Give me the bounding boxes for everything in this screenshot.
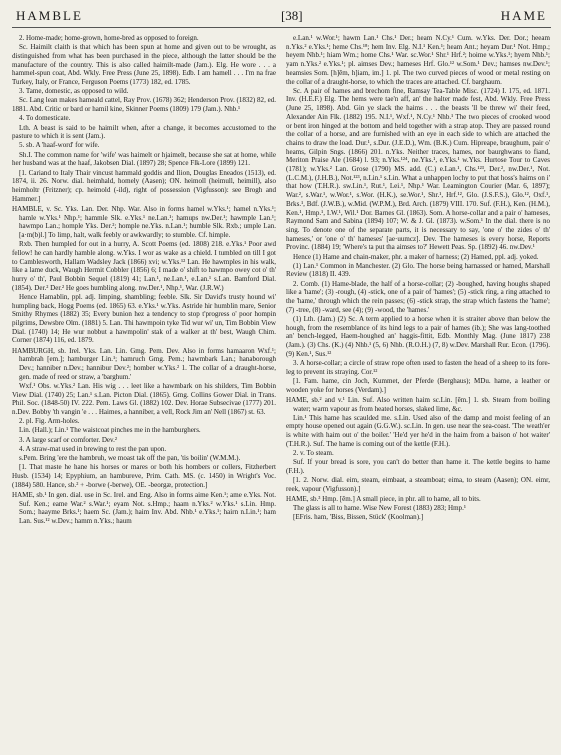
entry-paragraph: HAME, sb.² and v.¹ Lin. Suf. Also written haim sc.Lin. [ēm.] 1. sb. Steam from boiling water; warm vapour as from heated horses, slaked lime, &c.	[286, 395, 550, 413]
entry-paragraph: [1. That maste he hane his horses or mares or both his hombers or collers, Fitzherbert Husb. (1534) 14; Epyphium, an hambureve, Prim. Cath. MS. (c. 1450) in Wright's Voc. (1884) 580. Hance, sb.² + -borwe (-berwe), OE. -beorgæ, protection.]	[12, 463, 276, 489]
entry-paragraph: Sc. Lang lean makes hameald cattel, Ray Prov. (1678) 362; Henderson Prov. (1832) 82, ed. 1881. Abd. Critic or bard or hamil kine, Skinner Poems (1809) 179 (Jam.). Nhb.¹	[12, 96, 277, 114]
entry-paragraph: HAME, sb.¹ In gen. dial. use in Sc. Irel. and Eng. Also in forms aime Ken.¹; ame e.Yks. Not. Suf. Ken.; eame War.² s.War.¹; eyam Not. s.Hmp.; haam n.Yks.² w.Yks.¹ s.Lin. Hmp. Som.; haayme Brks.¹; haem Sc. (Jam.); haim Inv. Abd. Nhb.¹ e.Yks.¹; hairn n.Lin.¹; ham Lan. Sus.¹² w.Dev.; hamm n.Yks.; haum	[12, 490, 276, 525]
entry-paragraph: Sc. Haimilt claith is that which has been spun at home and given out to be wrought, as distinguished from what has been purchased in the piece, although the latter should be the manufacture of the country. This is also called haimilt-made (Jam.). Elg. He wore . . . a hammel-spun coat, Abd. Wkly. Free Press (June 25, 1898). Edb. I am hamell . . . I'm na frae Turkey, Italy, or France, Ferguson Poems (1773) 182, ed. 1785.	[12, 43, 276, 87]
entry-paragraph: Hence Hamablin, ppl. adj. limping, shambling; feeble. Slk. Sir David's trusty hound wi' humpling back, Hogg Poems (ed. 1865) 63. e.Yks.¹ w.Yks. Astride hir humblin mare, Senior Smithy Rhymes (1882) 35; Every bunion hez a tendency to stop t'progress o' poor hompin pilgrims, Dewsbre Olm. (1881) 5. Lan. Thi hawmpoin tyke Tid wur wi' un, Tim Bobbin View Dial. (1740) 14; He wur nobbut a hawmpolin' stak of a walker at th' best, Waugh Chim. Corner (1874) 116, ed. 1879.	[12, 292, 276, 345]
entry-paragraph: Lth. A beast is said to be haimilt when, after a change, it becomes accustomed to the pasture to which it is sent (Jam.).	[12, 123, 276, 141]
entry-paragraph: [EFris. ham, 'Biss, Bissen, Stück' (Koolman).]	[293, 513, 424, 522]
entry-paragraph: 3. A large scarf or comforter. Dev.²	[19, 435, 117, 444]
entry-paragraph: Suf. If your bread is sore, you can't do better than hame it. The kettle begins to hame (F.H.).	[286, 458, 550, 475]
entry-paragraph: [1. Fam. hame, cin Joch, Kummet, der Pferde (Berghaus); MDu. hame, a leather or wooden yoke for horses (Verdam).]	[286, 376, 550, 394]
entry-paragraph: 3. Tame, domestic, as opposed to wild.	[19, 87, 129, 96]
entry-paragraph: 2. pl. Fig. Arm-holes.	[19, 417, 80, 426]
entry-paragraph: Sh.I. The common name for 'wife' was haimelt or hjaimelt, because she sat at home, while her husband was at the haaf, Jakobsen Dial. (1897) 28; Spence Flk-Lore (1899) 121.	[12, 150, 276, 168]
running-head-left: HAMBLE	[16, 8, 83, 23]
entry-paragraph: 4. To domesticate.	[19, 114, 71, 123]
entry-paragraph: 2. Comb. (1) Hame-blade, the half of a horse-collar; (2) -boughed, having houghs shaped like a 'hame'; (3) -rough, (4) -stick, one of a pair of 'hames'; (5) -stick ring, a ring attached to the 'hame,' through which the rein passes; (6) -stick strap, the strap which fastens the 'hame'; (7) -tree, (8) -ward, see (4); (9) -wood, the 'hames.'	[286, 279, 550, 314]
entry-paragraph: 3. A horse-collar; a circle of straw rope often used to fasten the head of a sheep to its fore-leg to prevent its straying. Cor.¹²	[286, 359, 550, 376]
entry-paragraph: [1. 2. Norw. dial. eim, steam, eimbaat, a steamboat; eima, to steam (Aasen); ON. eimr, reek, vapour (Vigfusson).]	[286, 476, 550, 493]
entry-paragraph: (1) Lan.¹ Common in Manchester. (2) Glo. The horse being harnassed or hamed, Marshall Review (1818) II. 439.	[286, 261, 550, 279]
entry-paragraph: 2. Home-made; home-grown, home-bred as opposed to foreign.	[19, 34, 199, 42]
page-number: [38]	[280, 8, 303, 23]
entry-paragraph: 2. v. To steam.	[293, 449, 334, 458]
entry-paragraph: Rxb. Then humpled for out in a hurry, A. Scott Poems (ed. 1808) 218. e.Yks.¹ Poor awd fellow! he can hardly hamble along. w.Yks. I wor as wake as a chield. I tumbled on till I got to Camblesworth, Hallam Wadsley Jack (1866) xvi; w.Yks.¹² Lan. He hawmples in his walk, like a lame duck, Waugh Hermit Cobbler (1856) 6; I made o' shift to hawmpo owey cot o' th' hurry o' th', Paul Bobbin Sequel (1819) 41; Lan.¹, ne.Lan.¹, e.Lan.¹ s.Lan. Bamford Dial. (1854). Der.² Der.² He goes humbling along. nw.Der.¹, Nhp.¹, War. (J.R.W.)	[12, 240, 276, 292]
entry-paragraph: (1) Lth. (Jam.) (2) Sc. A term applied to a horse when it is straiter above than below the hough, from the resemblance of its hind legs to a pair of hames (ib.); She was lang-toothed an' bench-legged, Haem-houghed an' haggis-fittit, Edb. Monthly Mag. (June 1817) 238 (Jam.). (3) Chs. (K.) (4) Nhb.¹ (5, 6) Nhb. (R.O.H.) (7, 8) w.Dev. Marshall Rur. Econ. (1796). (9) Ken.¹, Sus.¹²	[286, 315, 550, 358]
running-head-right: HAME	[500, 8, 547, 23]
entry-paragraph: HAMBLE, v. Sc. Yks. Lan. Der. Nhp. War. Also in forms hamel w.Yks.¹; hamel n.Yks.¹; hamle w.Yks.¹ Nhp.¹; hammle Slk. e.Yks.¹ ne.Lan.¹; hamups nw.Der.¹; hawmple Lan.¹; hawmpo Lan.; homple Yks. Der.²; homple ne.Yks. n.Lan.¹; humble Slk. Rxb.; umple Lan. [a·m(b)l.] To limp, halt, walk feebly or awkwardly; to stumble. Cf. himple.	[12, 204, 276, 239]
entry-paragraph: Hence (1) Hame and chain-maker, phr. a maker of harness; (2) Hamed, ppl. adj. yoked.	[293, 252, 539, 261]
entry-paragraph: 4. A straw-mat used in brewing to rest the pan upon.	[19, 444, 167, 453]
entry-paragraph: Sc. A pair of hames and brechom fine, Ramsay Tea-Table Misc. (1724) I. 175, ed. 1871. Inv. (H.E.F.) Elg. The hems were tae'n aff, an' the halter made fest, Abd. Wkly. Free Press (June 25, 1898). Abd. Gin ye slack the haims . . . the beasts 'll be threw wi' their feed, Alexander Ain Flk. (1882) 195. N.I.¹, Wxf.¹, N.Cy.¹ Nhb.¹ The two pieces of crooked wood or bent iron hinged at the bottom and held together with a strap atop. They are passed round the collar of a horse, and are furnished with an eye in each side to which are attached the chains to draw the load. Dur.¹, s.Dur. (J.E.D.), Wm. (B.K.) Cum. Hipreape, braughum, pair o' heams, Gilpin Sngs. (1866) 201. n.Yks. Neither traces, hames, nor baurghwans to fiand, Meriton Praise Ale (1684) l. 93; n.Yks.¹²⁴, ne.Yks.¹, e.Yks.¹ w.Yks. Hurtose Tour to Caves (1781); w.Yks.² Lan. Grose (1790) MS. add. (C.) e.Lan.¹, Chs.¹²³, Der.², nw.Der.¹, Not. (L.C.M.), (J.H.B.), Not.¹²³, n.Lin.¹ s.Lin. What a unhappen lochy to put that hoss's haims on i' that how (T.H.R.). sw.Lin.¹, Rut.¹, Lei.¹, Nhp.¹ War. Leamington Courier (Mar. 6, 1897); War.², s.War.¹, w.Wor.¹, s.Wor. (H.K.), se.Wor.¹, Shr.¹, Hrf.¹², Glo. (J.S.F.S.), Glo.¹², Oxf.¹, Brks.¹, Bdf. (J.W.B.), w.Mid. (W.P.M.), Brd. Arch. (1879) VIII. 170. Suf. (F.H.), Ken. (H.M.), Ken.¹, Hmp.¹, I.W.¹, Wil.¹ Dor. Barnes Gl. (1863). Som. A horse-collar and a pair o' hameses, Raymond Sam and Sabina (1894) 107; W. & J. Gl. (1873). w.Som.¹ In the dial. there is no sing. To denote one of the separate parts, it is necessary to say, 'one o' the zides o' th' hameses,' or 'one o' th' hameses' [ae·uumcz]. Dev. The hameses is every horse, Reports Provinc. (1884) 19; 'Where's ta put tha aimses to?' Hewett Peas. Sp. (1892) 46. nw.Dev.¹	[286, 86, 550, 252]
entry-paragraph: HAMBURGH, sb. Irel. Yks. Lan. Lin. Gmg. Pem. Dev. Also in forms hamaaron Wxf.¹; hambrah [em.]; hamburger Lin.¹; hamruch Gmg. Pem.; hawmbark Lan.; hanaborough Dev.; hanniber n.Dev.; hannibur Dev.²; homber w.Yks.² 1. The collar of a draught-horse, gen. made of reed or straw, a 'barghum.'	[12, 346, 276, 381]
left-column	[12, 34, 276, 526]
entry-paragraph: e.Lan.¹ w.Wor.¹; hawm Lan.¹ Chs.¹ Der.; heam N.Cy.¹ Cum. w.Yks. Der. Dor.; heeam n.Yks.² e.Yks.¹; heme Chs.¹⁸; hem Inv. Elg. N.I.¹ Ken.¹; heam Ant.; heyam Dur.¹ Not. Hmp.; heyem Nhb.¹; hiam Wm.; home Chs.¹ War. sc.Wor.¹ Shr.¹ Hrf.²; hoime w.Yks.¹; hyem Nhb.¹; yam n.Yks.² e.Yks.¹; pl. aimses Dev.; hameses Hrf. Glo.¹² w.Som.¹ Dev.; hamses nw.Dev.¹; heamsies Som. [h]ēm, h]iam, im.] 1. pl. The two curved pieces of wood or metal resting on the collar of a draught-horse, to which the traces are attached. Cf. barghaum.	[286, 34, 550, 86]
entry-paragraph: Lin. (Hall.); Lin.¹ The waistcoat pinches me in the hamburghers.	[19, 426, 201, 435]
right-column	[286, 34, 550, 526]
entry-paragraph: [1. Cariand to Italy Thair vincust hammald goddis and Ilion, Douglas Eneados (1513), ed. 1874, ii. 26. Norw. dial. heimhald, homely (Aasen); ON. heimoll (heimull, heimill), also heimholtr (Fritzner); cp. heimold (-ild), right of possession (Vigfusson): see Brogh and Hammer.]	[12, 168, 276, 203]
entry-paragraph: Lin.¹ This hame has scaulded me. s.Lin. Used also of the damp and moist feeling of an empty house opened out again (G.G.W.). sc.Lin. In gen. use near the sea-coast. 'The weath'er is white with haim out o' the boiler.' 'He'd yer he'd in the haim from a baison o' hot waiter' (T.H.R.). Suf. The hame is coming out of the kettle (F.H.).	[286, 413, 550, 448]
entry-paragraph: The glass is all to hame. Wise New Forest (1883) 283; Hmp.¹	[293, 504, 466, 513]
page-header	[12, 8, 551, 28]
entry-paragraph: s.Pem. Bring 'ere the hambruh, we moast tak off the pan, 'tis boilin' (W.M.M.).	[19, 454, 241, 463]
entry-paragraph: 5. sb. A 'haaf-word' for wife.	[19, 141, 100, 150]
entry-paragraph: HAME, sb.³ Hmp. [ēm.] A small piece, in phr. all to hame, all to bits.	[286, 495, 481, 504]
entry-paragraph: Wxf.¹ Obs. w.Yks.² Lan. His wig . . . leet like a hawmbark on his shilders, Tim Bobbin View Dial. (1740) 25; Lan.¹ s.Lan. Picton Dial. (1865). Gmg. Collins Gower Dial. in Trans. Phil. Soc. (1848-50) IV. 222. Pem. Laws Gl. (1882) 102. Dev. Horae Subsecivae (1777) 201. n.Dev. Bobby 'th vangin 'e . . . Haimes, a hanniber, a vell, Rock Jim an' Nell (1867) st. 63.	[12, 381, 276, 417]
